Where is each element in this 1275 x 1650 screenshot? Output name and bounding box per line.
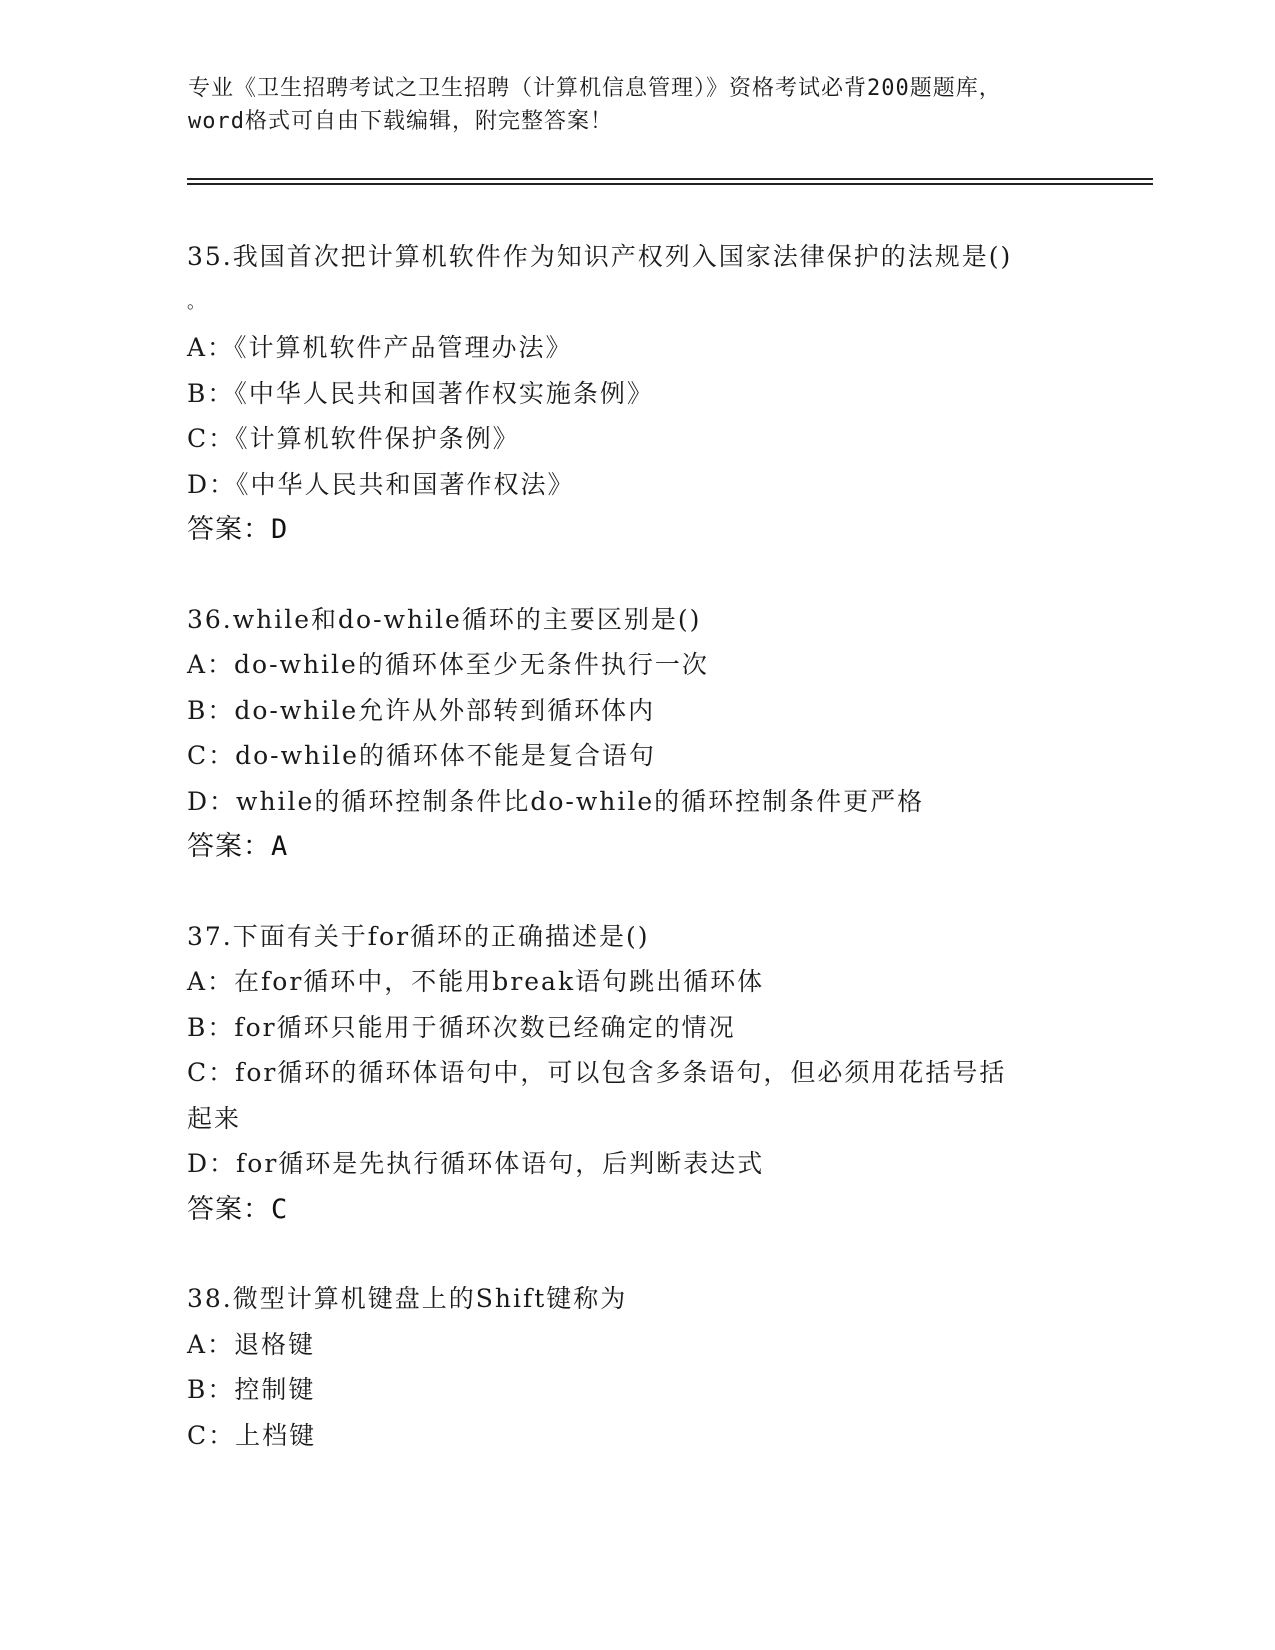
- question-text: 37.下面有关于for循环的正确描述是(): [187, 921, 650, 951]
- option-a: A：《计算机软件产品管理办法》: [187, 333, 573, 362]
- answer: 答案：C: [187, 1193, 289, 1225]
- option-b: B：控制键: [187, 1375, 316, 1404]
- option-c: C：for循环的循环体语句中，可以包含多条语句，但必须用花括号括: [187, 1058, 1007, 1087]
- question-38: [187, 1276, 1087, 1458]
- option-c: C：do-while的循环体不能是复合语句: [187, 741, 656, 770]
- option-c: C：《计算机软件保护条例》: [187, 424, 520, 453]
- header-divider-bottom: [187, 183, 1153, 185]
- answer: 答案：D: [187, 514, 289, 545]
- question-35: [187, 234, 1087, 553]
- option-d: D：while的循环控制条件比do-while的循环控制条件更严格: [187, 786, 925, 816]
- question-text-continuation: 。: [187, 291, 207, 313]
- option-c: C：上档键: [187, 1420, 317, 1450]
- header-line-2: word格式可自由下载编辑，附完整答案！: [188, 109, 613, 134]
- option-b: B：《中华人民共和国著作权实施条例》: [187, 378, 654, 408]
- question-text: 35.我国首次把计算机软件作为知识产权列入国家法律保护的法规是(): [187, 242, 1013, 271]
- option-a: A：退格键: [187, 1329, 316, 1359]
- question-text: 38.微型计算机键盘上的Shift键称为: [187, 1284, 628, 1313]
- answer: 答案：A: [187, 831, 289, 862]
- question-36: [187, 597, 1087, 870]
- option-a: A：在for循环中，不能用break语句跳出循环体: [187, 967, 765, 996]
- header-divider-top: [187, 178, 1153, 180]
- question-list: [187, 234, 1087, 1502]
- option-b: B：for循环只能用于循环次数已经确定的情况: [187, 1012, 736, 1042]
- option-a: A：do-while的循环体至少无条件执行一次: [187, 650, 709, 679]
- document-header: [188, 72, 1088, 138]
- header-line-1: 专业《卫生招聘考试之卫生招聘（计算机信息管理）》资格考试必背200题题库，: [188, 76, 1002, 101]
- option-d: D：《中华人民共和国著作权法》: [187, 469, 575, 499]
- question-37: [187, 914, 1087, 1233]
- option-d: D：for循环是先执行循环体语句，后判断表达式: [187, 1149, 765, 1178]
- option-c-continuation: 起来: [187, 1103, 242, 1133]
- question-text: 36.while和do-while循环的主要区别是(): [187, 604, 702, 634]
- option-b: B：do-while允许从外部转到循环体内: [187, 695, 656, 725]
